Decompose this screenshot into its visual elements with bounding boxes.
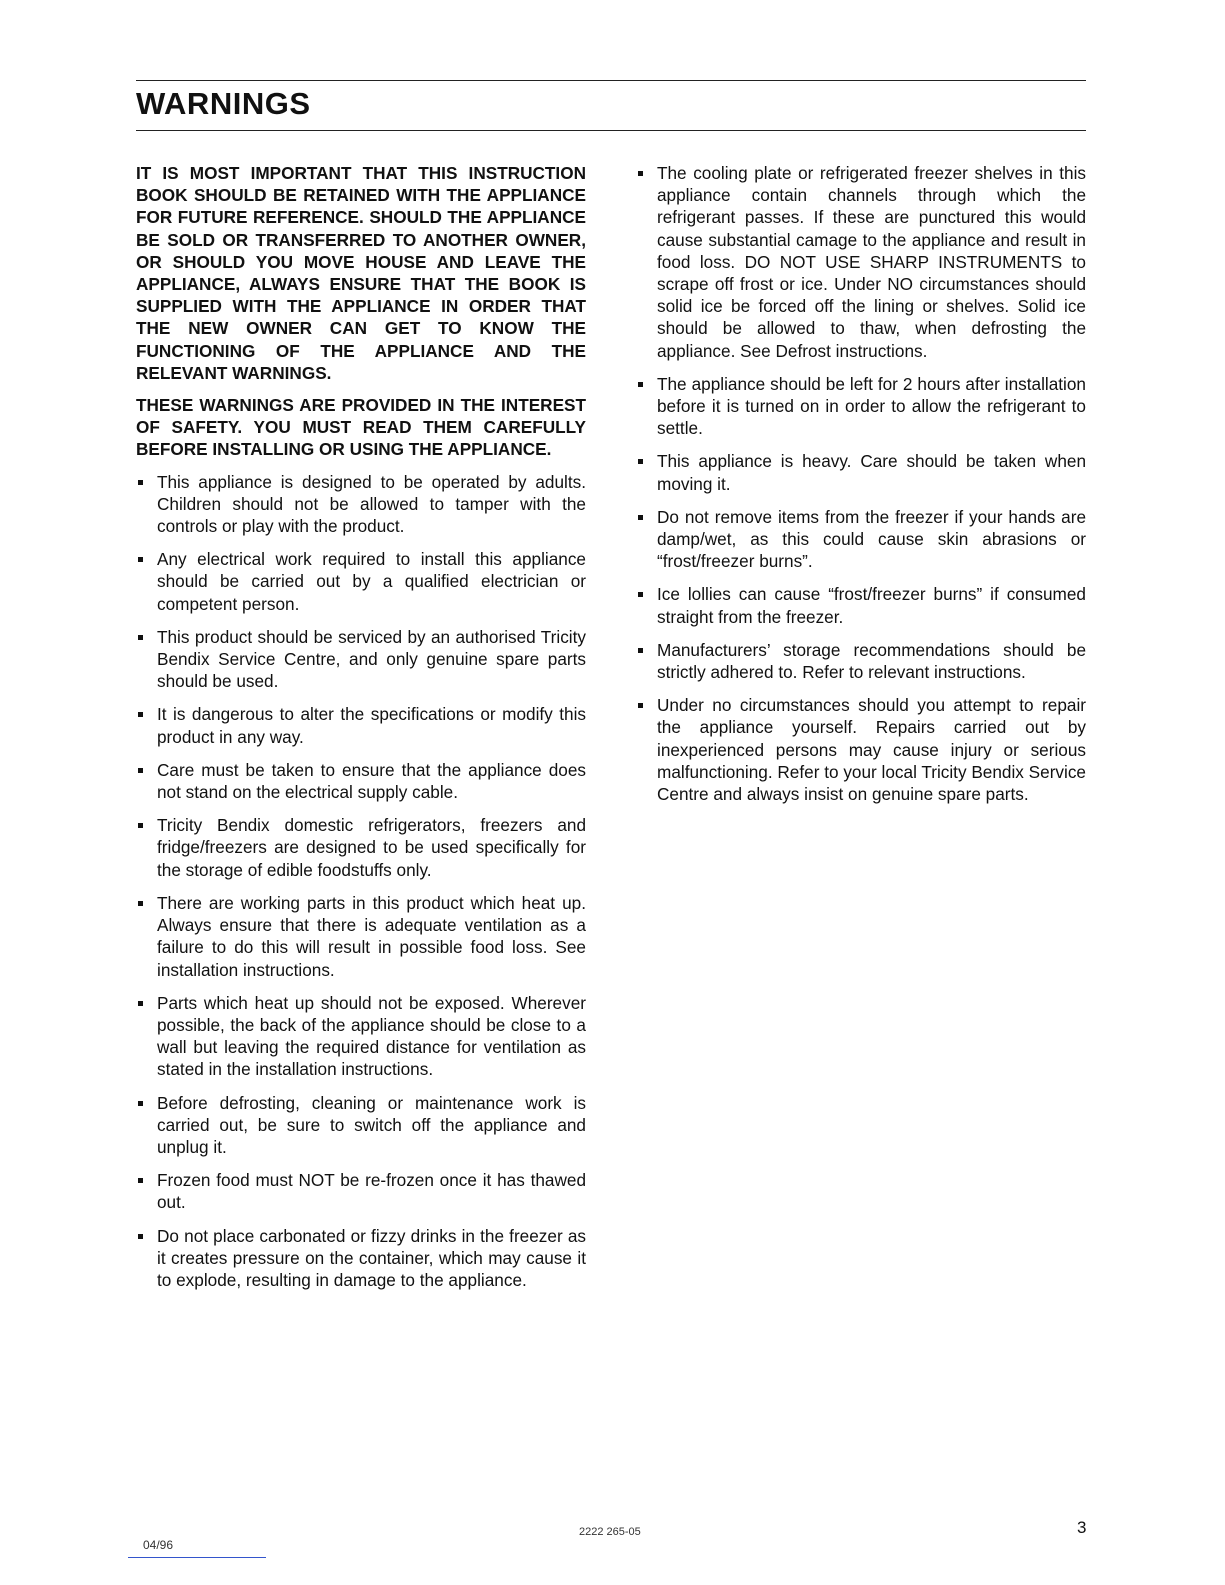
- bullet-icon: [138, 1234, 143, 1239]
- left-warning-list: [136, 471, 586, 1292]
- list-item-text: Care must be taken to ensure that the appliance does not stand on the electrical supply cable.: [157, 759, 586, 803]
- bullet-icon: [638, 703, 643, 708]
- list-item: [636, 373, 1086, 440]
- left-column: [136, 162, 586, 1302]
- list-item: [636, 694, 1086, 805]
- list-item: [136, 626, 586, 693]
- bullet-icon: [638, 592, 643, 597]
- page-number: 3: [1077, 1518, 1087, 1537]
- list-item-text: Ice lollies can cause “frost/freezer burns” if consumed straight from the freezer.: [657, 584, 1086, 627]
- list-item-text: Under no circumstances should you attempt to repair the appliance yourself. Repairs carried out by inexperienced persons may cause injury or serious malfunctioning. Refer to your local Tricity Bendix Service Centre and always insist on genuine spare parts.: [657, 695, 1086, 805]
- list-item-text: Do not remove items from the freezer if your hands are damp/wet, as this could cause skin abrasions or “frost/freezer burns”.: [657, 506, 1086, 572]
- bullet-icon: [138, 768, 143, 773]
- list-item: [136, 1225, 586, 1292]
- bullet-icon: [638, 382, 643, 387]
- list-item-text: Before defrosting, cleaning or maintenance work is carried out, be sure to switch off the appliance and unplug it.: [157, 1092, 586, 1157]
- list-item-text: This appliance is designed to be operated by adults. Children should not be allowed to tamper with the controls or play with the product.: [157, 471, 586, 537]
- list-item: [636, 506, 1086, 573]
- bullet-icon: [138, 557, 143, 562]
- bullet-icon: [638, 459, 643, 464]
- bullet-icon: [138, 823, 143, 828]
- list-item: [136, 992, 586, 1081]
- list-item-text: It is dangerous to alter the specifications or modify this product in any way.: [157, 704, 586, 747]
- footer-divider: [128, 1557, 266, 1558]
- list-item-text: Do not place carbonated or fizzy drinks in the freezer as it creates pressure on the container, which may cause it to explode, resulting in damage to the appliance.: [157, 1225, 586, 1290]
- bullet-icon: [638, 171, 643, 176]
- list-item-text: This product should be serviced by an authorised Tricity Bendix Service Centre, and only genuine spare parts should be used.: [157, 626, 586, 692]
- bullet-icon: [138, 1178, 143, 1183]
- list-item-text: Frozen food must NOT be re-frozen once it has thawed out.: [157, 1170, 586, 1213]
- list-item-text: The appliance should be left for 2 hours after installation before it is turned on in order to allow the refrigerant to settle.: [657, 373, 1086, 439]
- footer-date: 04/96: [143, 1538, 174, 1552]
- page-title: WARNINGS: [136, 86, 311, 121]
- list-item: [136, 814, 586, 881]
- list-item-text: Any electrical work required to install this appliance should be carried out by a qualified electrician or competent person.: [157, 549, 586, 614]
- header-rule-top: [136, 80, 1086, 81]
- header-rule-bottom: [136, 130, 1086, 131]
- list-item: [636, 583, 1086, 627]
- bullet-icon: [138, 712, 143, 717]
- bullet-icon: [138, 635, 143, 640]
- bullet-icon: [138, 480, 143, 485]
- intro-retain-book: IT IS MOST IMPORTANT THAT THIS INSTRUCTION BOOK SHOULD BE RETAINED WITH THE APPLIANCE FOR FUTURE REFERENCE. SHOULD THE APPLIANCE BE SOLD OR TRANSFERRED TO ANOTHER OWNER, OR SHOULD YOU MOVE HOUSE AND LEAVE THE APPLIANCE, ALWAYS ENSURE THAT THE BOOK IS SUPPLIED WITH THE APPLIANCE IN ORDER THAT THE NEW OWNER CAN GET TO KNOW THE FUNCTIONING OF THE APPLIANCE AND THE RELEVANT WARNINGS.: [136, 163, 586, 383]
- bullet-icon: [138, 1101, 143, 1106]
- list-item-text: There are working parts in this product which heat up. Always ensure that there is adequate ventilation as a failure to do this will result in possible food loss. See installation instructions.: [157, 892, 586, 980]
- footer-document-code: 2222 265-05: [579, 1526, 641, 1538]
- list-item: [136, 759, 586, 803]
- list-item: [136, 1169, 586, 1213]
- list-item: [136, 548, 586, 615]
- list-item-text: Manufacturers’ storage recommendations should be strictly adhered to. Refer to relevant instructions.: [657, 639, 1086, 683]
- bullet-icon: [638, 515, 643, 520]
- list-item-text: The cooling plate or refrigerated freezer shelves in this appliance contain channels through which the refrigerant passes. If these are punctured this would cause substantial camage to the appliance and result in food loss. DO NOT USE SHARP INSTRUMENTS to scrape off frost or ice. Under NO circumstances should solid ice be forced off the lining or shelves. Solid ice should be allowed to thaw, when defrosting the appliance. See Defrost instructions.: [657, 163, 1086, 361]
- list-item: [136, 703, 586, 747]
- list-item: [136, 1092, 586, 1159]
- list-item: [636, 639, 1086, 683]
- right-warning-list: [636, 162, 1086, 805]
- list-item-text: This appliance is heavy. Care should be taken when moving it.: [657, 451, 1086, 494]
- list-item: [136, 471, 586, 538]
- bullet-icon: [138, 1001, 143, 1006]
- bullet-icon: [138, 901, 143, 906]
- list-item: [136, 892, 586, 981]
- list-item-text: Tricity Bendix domestic refrigerators, freezers and fridge/freezers are designed to be used specifically for the storage of edible foodstuffs only.: [157, 815, 586, 880]
- list-item: [636, 162, 1086, 362]
- list-item-text: Parts which heat up should not be exposed. Wherever possible, the back of the appliance should be close to a wall but leaving the required distance for ventilation as stated in the installation instructions.: [157, 992, 586, 1080]
- intro-safety: THESE WARNINGS ARE PROVIDED IN THE INTEREST OF SAFETY. YOU MUST READ THEM CAREFULLY BEFORE INSTALLING OR USING THE APPLIANCE.: [136, 395, 586, 460]
- bullet-icon: [638, 648, 643, 653]
- list-item: [636, 450, 1086, 494]
- right-column: [636, 162, 1086, 816]
